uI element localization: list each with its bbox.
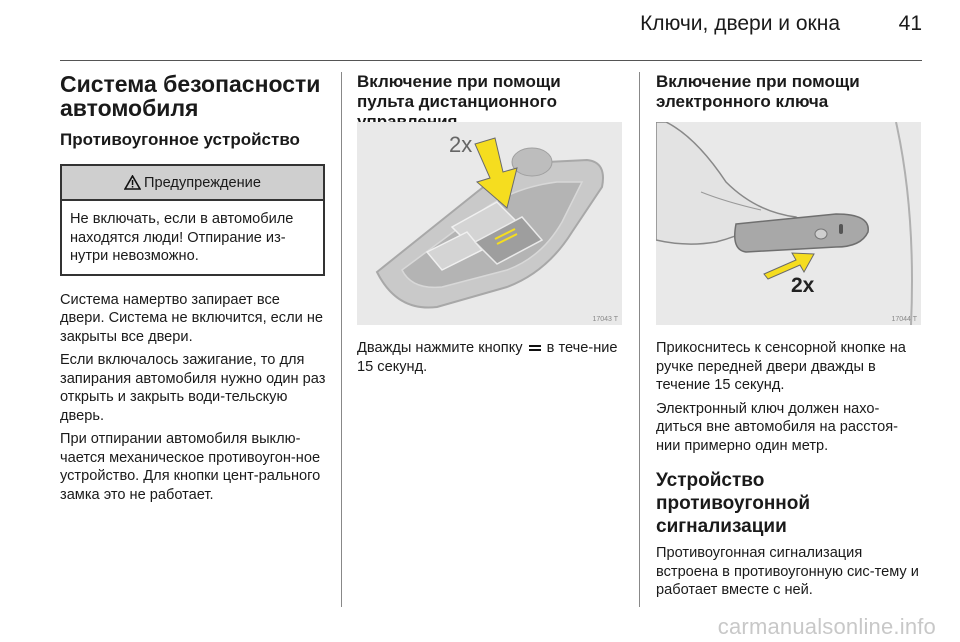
paragraph: Противоугонная сигнализация встроена в противоугонную сис-тему и работает вместе с ней.	[656, 545, 919, 598]
remote-key-drawing	[357, 122, 622, 325]
door-handle-illustration	[656, 122, 921, 325]
warning-header	[62, 166, 323, 201]
column-remote	[357, 72, 622, 381]
figure-code: 17043 T	[592, 316, 618, 323]
page-header-title: Ключи, двери и окна	[640, 12, 840, 35]
remote-key-illustration	[357, 122, 622, 325]
paragraph: Если включалось зажигание, то для запирания автомобиля нужно один раз открыть и закрыть води-тельскую дверь.	[60, 352, 326, 424]
header-rule	[60, 60, 922, 61]
warning-heading: Предупреждение	[144, 174, 261, 191]
column-divider-1	[341, 72, 342, 607]
section-heading-alarm: Устройство противоугонной сигнализации	[656, 470, 811, 537]
paragraph: При отпирании автомобиля выклю-чается механическое противоугон-ное устройство. Для кнопки цент-рального замка это не работает.	[60, 431, 321, 503]
paragraph: Прикоснитесь к сенсорной кнопке на ручке передней двери дважды в течение 15 секунд.	[656, 340, 906, 393]
column-security	[60, 72, 326, 509]
section-heading: Включение при помощи пульта дистанционного	[357, 72, 561, 111]
warning-triangle-icon	[124, 175, 141, 190]
figure-code: 17044 T	[891, 316, 917, 323]
warning-text: Не включать, если в автомобиле находятся люди! Отпирание из-нутри невозможно.	[70, 211, 294, 264]
instruction-text-end: в тече-ние 15 секунд.	[357, 340, 618, 375]
touch-count-label: 2x	[791, 274, 815, 297]
section-subtitle: Противоугонное устройство	[60, 130, 300, 149]
page-number: 41	[898, 12, 922, 35]
watermark: carmanualsonline.info	[717, 614, 936, 639]
paragraph: Электронный ключ должен нахо-диться вне автомобиля на расстоя-нии примерно один метр.	[656, 400, 898, 454]
column-electronic-key	[656, 72, 922, 605]
lock-button-icon	[528, 343, 542, 353]
door-handle-drawing	[656, 122, 921, 325]
column-divider-2	[639, 72, 640, 607]
warning-box	[60, 164, 325, 276]
instruction-text-start: Дважды нажмите кнопку	[357, 340, 523, 356]
instruction-text	[357, 339, 622, 376]
press-count-label: 2x	[449, 132, 473, 157]
section-heading: Включение при помощи электронного ключа	[656, 72, 860, 111]
paragraph: Система намертво запирает все двери. Система не включится, если не закрыты все двери.	[60, 291, 323, 345]
section-title: Система безопасности автомобиля	[60, 71, 321, 121]
